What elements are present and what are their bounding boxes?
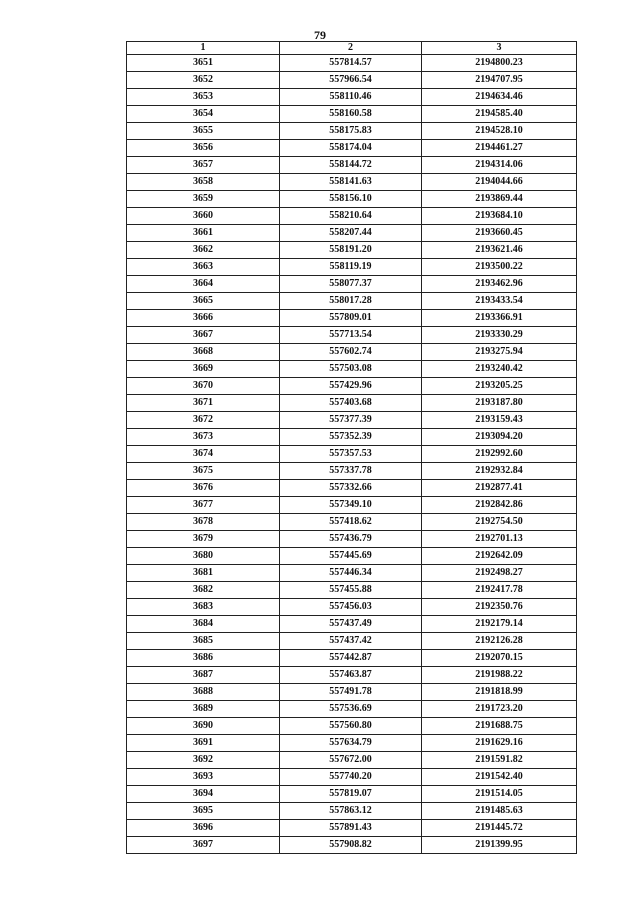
x-coordinate-cell: 557819.07 <box>280 786 422 803</box>
table-row <box>127 106 577 123</box>
x-coordinate-cell: 557740.20 <box>280 769 422 786</box>
y-coordinate-cell: 2194634.46 <box>422 89 577 106</box>
point-number-cell: 3694 <box>127 786 280 803</box>
x-coordinate-cell: 558077.37 <box>280 276 422 293</box>
table-row <box>127 123 577 140</box>
x-coordinate-cell: 557437.49 <box>280 616 422 633</box>
y-coordinate-cell: 2192498.27 <box>422 565 577 582</box>
y-coordinate-cell: 2192992.60 <box>422 446 577 463</box>
y-coordinate-cell: 2191445.72 <box>422 820 577 837</box>
x-coordinate-cell: 558160.58 <box>280 106 422 123</box>
point-number-cell: 3691 <box>127 735 280 752</box>
point-number-cell: 3679 <box>127 531 280 548</box>
y-coordinate-cell: 2193187.80 <box>422 395 577 412</box>
y-coordinate-cell: 2191591.82 <box>422 752 577 769</box>
y-coordinate-cell: 2192179.14 <box>422 616 577 633</box>
y-coordinate-cell: 2191542.40 <box>422 769 577 786</box>
y-coordinate-cell: 2193094.20 <box>422 429 577 446</box>
x-coordinate-cell: 557436.79 <box>280 531 422 548</box>
table-row <box>127 225 577 242</box>
x-coordinate-cell: 557357.53 <box>280 446 422 463</box>
x-coordinate-cell: 558110.46 <box>280 89 422 106</box>
y-coordinate-cell: 2191688.75 <box>422 718 577 735</box>
point-number-cell: 3689 <box>127 701 280 718</box>
point-number-cell: 3688 <box>127 684 280 701</box>
table-row <box>127 667 577 684</box>
point-number-cell: 3662 <box>127 242 280 259</box>
x-coordinate-cell: 558156.10 <box>280 191 422 208</box>
point-number-cell: 3680 <box>127 548 280 565</box>
point-number-cell: 3696 <box>127 820 280 837</box>
table-row <box>127 208 577 225</box>
y-coordinate-cell: 2191485.63 <box>422 803 577 820</box>
table-row <box>127 293 577 310</box>
x-coordinate-cell: 558141.63 <box>280 174 422 191</box>
table-row <box>127 310 577 327</box>
y-coordinate-cell: 2194528.10 <box>422 123 577 140</box>
point-number-cell: 3667 <box>127 327 280 344</box>
table-row <box>127 140 577 157</box>
x-coordinate-cell: 558191.20 <box>280 242 422 259</box>
point-number-cell: 3687 <box>127 667 280 684</box>
x-coordinate-cell: 557455.88 <box>280 582 422 599</box>
table-row <box>127 497 577 514</box>
point-number-cell: 3659 <box>127 191 280 208</box>
x-coordinate-cell: 557437.42 <box>280 633 422 650</box>
x-coordinate-cell: 558210.64 <box>280 208 422 225</box>
table-row <box>127 565 577 582</box>
y-coordinate-cell: 2192070.15 <box>422 650 577 667</box>
y-coordinate-cell: 2192877.41 <box>422 480 577 497</box>
x-coordinate-cell: 557809.01 <box>280 310 422 327</box>
point-number-cell: 3653 <box>127 89 280 106</box>
table-header-row <box>127 42 577 55</box>
table-row <box>127 480 577 497</box>
table-row <box>127 446 577 463</box>
point-number-cell: 3682 <box>127 582 280 599</box>
point-number-cell: 3664 <box>127 276 280 293</box>
x-coordinate-cell: 557418.62 <box>280 514 422 531</box>
y-coordinate-cell: 2192842.86 <box>422 497 577 514</box>
table-body <box>127 55 577 854</box>
table-row <box>127 735 577 752</box>
table-row <box>127 174 577 191</box>
table-row <box>127 837 577 854</box>
x-coordinate-cell: 557463.87 <box>280 667 422 684</box>
x-coordinate-cell: 557429.96 <box>280 378 422 395</box>
y-coordinate-cell: 2193869.44 <box>422 191 577 208</box>
y-coordinate-cell: 2193275.94 <box>422 344 577 361</box>
point-number-cell: 3660 <box>127 208 280 225</box>
y-coordinate-cell: 2192126.28 <box>422 633 577 650</box>
point-number-cell: 3681 <box>127 565 280 582</box>
table-row <box>127 259 577 276</box>
point-number-cell: 3661 <box>127 225 280 242</box>
point-number-cell: 3657 <box>127 157 280 174</box>
x-coordinate-cell: 558017.28 <box>280 293 422 310</box>
point-number-cell: 3654 <box>127 106 280 123</box>
y-coordinate-cell: 2193205.25 <box>422 378 577 395</box>
table-row <box>127 72 577 89</box>
table-row <box>127 276 577 293</box>
point-number-cell: 3674 <box>127 446 280 463</box>
y-coordinate-cell: 2193330.29 <box>422 327 577 344</box>
point-number-cell: 3677 <box>127 497 280 514</box>
table-row <box>127 599 577 616</box>
x-coordinate-cell: 557672.00 <box>280 752 422 769</box>
table-row <box>127 718 577 735</box>
y-coordinate-cell: 2191988.22 <box>422 667 577 684</box>
point-number-cell: 3683 <box>127 599 280 616</box>
x-coordinate-cell: 557908.82 <box>280 837 422 854</box>
table-row <box>127 769 577 786</box>
column-header-2: 2 <box>280 42 422 55</box>
table-row <box>127 650 577 667</box>
x-coordinate-cell: 557456.03 <box>280 599 422 616</box>
coordinates-table <box>126 41 577 854</box>
x-coordinate-cell: 557446.34 <box>280 565 422 582</box>
x-coordinate-cell: 557445.69 <box>280 548 422 565</box>
x-coordinate-cell: 557713.54 <box>280 327 422 344</box>
y-coordinate-cell: 2193660.45 <box>422 225 577 242</box>
x-coordinate-cell: 557403.68 <box>280 395 422 412</box>
y-coordinate-cell: 2192350.76 <box>422 599 577 616</box>
x-coordinate-cell: 557352.39 <box>280 429 422 446</box>
y-coordinate-cell: 2191399.95 <box>422 837 577 854</box>
x-coordinate-cell: 557349.10 <box>280 497 422 514</box>
x-coordinate-cell: 558119.19 <box>280 259 422 276</box>
point-number-cell: 3693 <box>127 769 280 786</box>
table-row <box>127 752 577 769</box>
table-row <box>127 582 577 599</box>
x-coordinate-cell: 558175.83 <box>280 123 422 140</box>
table-row <box>127 463 577 480</box>
x-coordinate-cell: 557536.69 <box>280 701 422 718</box>
table-row <box>127 242 577 259</box>
table-row <box>127 191 577 208</box>
point-number-cell: 3678 <box>127 514 280 531</box>
x-coordinate-cell: 557491.78 <box>280 684 422 701</box>
point-number-cell: 3666 <box>127 310 280 327</box>
x-coordinate-cell: 557966.54 <box>280 72 422 89</box>
y-coordinate-cell: 2194707.95 <box>422 72 577 89</box>
table-row <box>127 378 577 395</box>
x-coordinate-cell: 557377.39 <box>280 412 422 429</box>
x-coordinate-cell: 558207.44 <box>280 225 422 242</box>
table-row <box>127 157 577 174</box>
table-row <box>127 344 577 361</box>
x-coordinate-cell: 558174.04 <box>280 140 422 157</box>
point-number-cell: 3675 <box>127 463 280 480</box>
x-coordinate-cell: 557442.87 <box>280 650 422 667</box>
y-coordinate-cell: 2193621.46 <box>422 242 577 259</box>
x-coordinate-cell: 557863.12 <box>280 803 422 820</box>
x-coordinate-cell: 557560.80 <box>280 718 422 735</box>
point-number-cell: 3671 <box>127 395 280 412</box>
point-number-cell: 3672 <box>127 412 280 429</box>
x-coordinate-cell: 557891.43 <box>280 820 422 837</box>
table-row <box>127 803 577 820</box>
y-coordinate-cell: 2193433.54 <box>422 293 577 310</box>
y-coordinate-cell: 2193159.43 <box>422 412 577 429</box>
x-coordinate-cell: 557602.74 <box>280 344 422 361</box>
point-number-cell: 3658 <box>127 174 280 191</box>
y-coordinate-cell: 2192417.78 <box>422 582 577 599</box>
y-coordinate-cell: 2192701.13 <box>422 531 577 548</box>
y-coordinate-cell: 2193366.91 <box>422 310 577 327</box>
point-number-cell: 3652 <box>127 72 280 89</box>
x-coordinate-cell: 557337.78 <box>280 463 422 480</box>
x-coordinate-cell: 557332.66 <box>280 480 422 497</box>
x-coordinate-cell: 557814.57 <box>280 55 422 72</box>
y-coordinate-cell: 2192642.09 <box>422 548 577 565</box>
table-row <box>127 514 577 531</box>
point-number-cell: 3656 <box>127 140 280 157</box>
table-row <box>127 361 577 378</box>
table-row <box>127 395 577 412</box>
column-header-3: 3 <box>422 42 577 55</box>
point-number-cell: 3695 <box>127 803 280 820</box>
y-coordinate-cell: 2191723.20 <box>422 701 577 718</box>
y-coordinate-cell: 2194800.23 <box>422 55 577 72</box>
point-number-cell: 3692 <box>127 752 280 769</box>
y-coordinate-cell: 2191629.16 <box>422 735 577 752</box>
table-row <box>127 684 577 701</box>
table-row <box>127 429 577 446</box>
point-number-cell: 3686 <box>127 650 280 667</box>
y-coordinate-cell: 2194585.40 <box>422 106 577 123</box>
point-number-cell: 3655 <box>127 123 280 140</box>
point-number-cell: 3669 <box>127 361 280 378</box>
table-row <box>127 531 577 548</box>
table-row <box>127 55 577 72</box>
table-row <box>127 701 577 718</box>
y-coordinate-cell: 2193462.96 <box>422 276 577 293</box>
point-number-cell: 3676 <box>127 480 280 497</box>
y-coordinate-cell: 2191818.99 <box>422 684 577 701</box>
point-number-cell: 3665 <box>127 293 280 310</box>
y-coordinate-cell: 2194044.66 <box>422 174 577 191</box>
y-coordinate-cell: 2191514.05 <box>422 786 577 803</box>
table-row <box>127 616 577 633</box>
y-coordinate-cell: 2194461.27 <box>422 140 577 157</box>
y-coordinate-cell: 2192932.84 <box>422 463 577 480</box>
table-row <box>127 327 577 344</box>
point-number-cell: 3663 <box>127 259 280 276</box>
point-number-cell: 3651 <box>127 55 280 72</box>
x-coordinate-cell: 558144.72 <box>280 157 422 174</box>
column-header-1: 1 <box>127 42 280 55</box>
point-number-cell: 3685 <box>127 633 280 650</box>
table-row <box>127 633 577 650</box>
x-coordinate-cell: 557634.79 <box>280 735 422 752</box>
table-row <box>127 786 577 803</box>
table-row <box>127 89 577 106</box>
x-coordinate-cell: 557503.08 <box>280 361 422 378</box>
table-row <box>127 412 577 429</box>
y-coordinate-cell: 2192754.50 <box>422 514 577 531</box>
y-coordinate-cell: 2193684.10 <box>422 208 577 225</box>
point-number-cell: 3668 <box>127 344 280 361</box>
table-row <box>127 820 577 837</box>
point-number-cell: 3684 <box>127 616 280 633</box>
point-number-cell: 3690 <box>127 718 280 735</box>
y-coordinate-cell: 2194314.06 <box>422 157 577 174</box>
point-number-cell: 3670 <box>127 378 280 395</box>
y-coordinate-cell: 2193240.42 <box>422 361 577 378</box>
table-row <box>127 548 577 565</box>
page-number: 79 <box>314 28 326 42</box>
point-number-cell: 3697 <box>127 837 280 854</box>
y-coordinate-cell: 2193500.22 <box>422 259 577 276</box>
point-number-cell: 3673 <box>127 429 280 446</box>
